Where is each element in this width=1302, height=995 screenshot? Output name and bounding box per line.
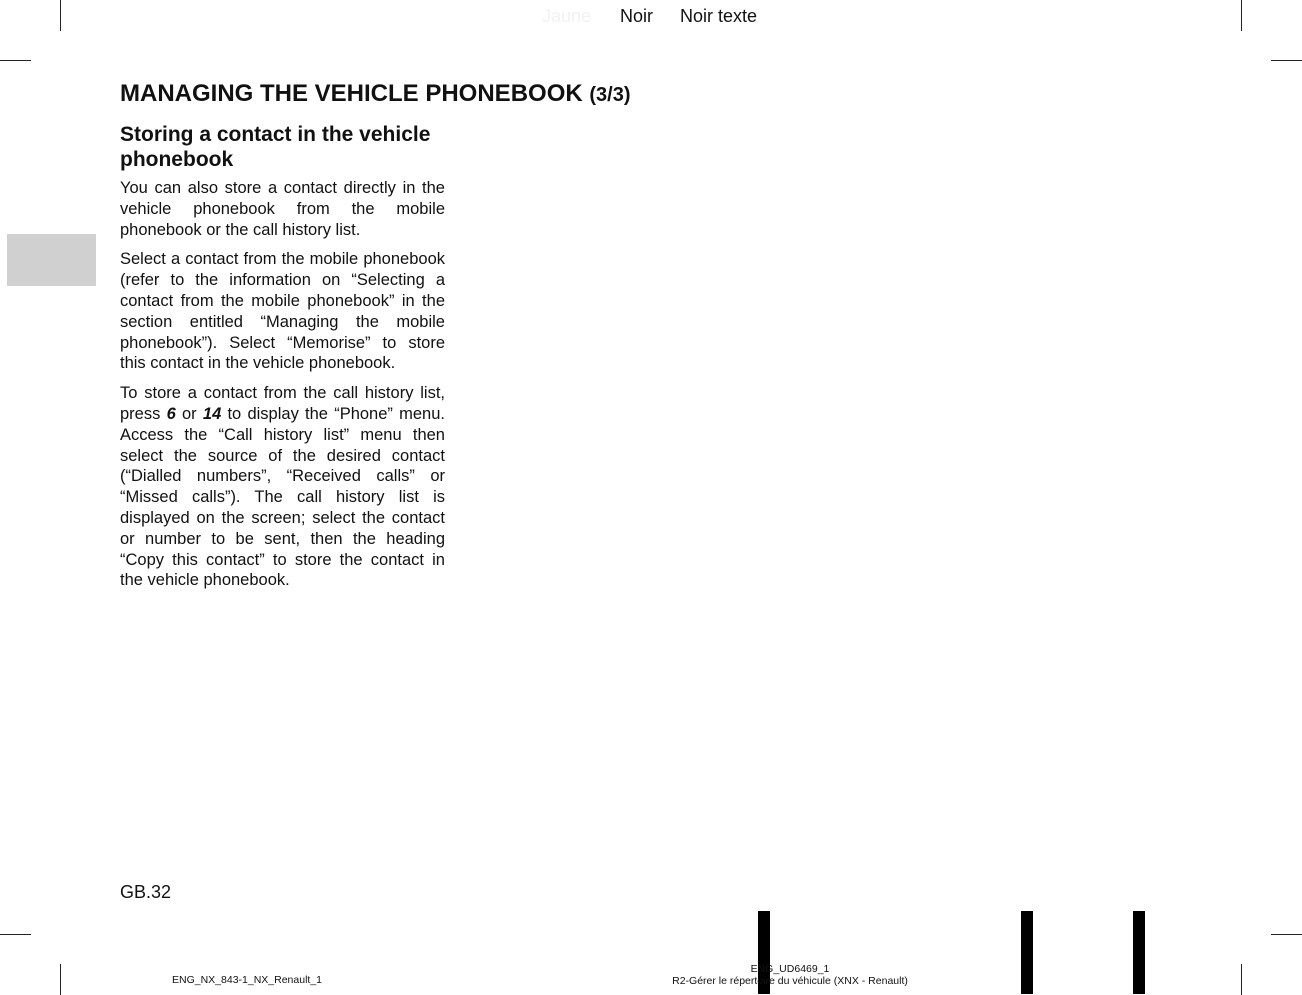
color-label-noir: Noir: [620, 6, 654, 26]
crop-mark-top-left-h: [0, 60, 31, 61]
page-number: GB.32: [120, 882, 172, 902]
footer-module-code: ENG_UD6469_1: [750, 963, 830, 975]
chapter-tab: [7, 234, 96, 286]
registration-bar-3: [1133, 911, 1145, 994]
crop-mark-bottom-left: [60, 964, 61, 995]
text-column: [120, 122, 445, 600]
key-14: 14: [202, 404, 222, 423]
paragraph-call-history-a: To store a contact from the call history list, press: [120, 384, 445, 423]
registration-bar-2: [1021, 911, 1033, 994]
paragraph-call-history-b: or: [175, 404, 203, 423]
paragraph-intro: You can also store a contact directly in the vehicle phonebook from the mobile phonebook or the call history list.: [120, 179, 445, 239]
page-title: [120, 80, 630, 108]
crop-mark-top-left: [60, 0, 61, 31]
crop-mark-top-right: [1241, 0, 1242, 31]
key-6: 6: [166, 404, 176, 423]
color-label-jaune: Jaune: [542, 6, 592, 26]
paragraph-select-contact: Select a contact from the mobile phonebook (refer to the information on “Selecting a contact from the mobile phonebook” in the section entitled “Managing the mobile phonebook”). Select “Memorise” to store this contact in the vehicle phonebook.: [120, 250, 445, 373]
footer-document-code: ENG_NX_843-1_NX_Renault_1: [172, 974, 323, 986]
section-title: Storing a contact in the vehicle phonebook: [120, 123, 431, 171]
crop-mark-top-right-h: [1271, 60, 1302, 61]
crop-mark-bottom-right: [1241, 964, 1242, 995]
crop-mark-bottom-right-h: [1271, 934, 1302, 935]
page-title-main: MANAGING THE VEHICLE PHONEBOOK: [120, 80, 590, 107]
footer-module-info: [620, 963, 960, 987]
color-label-noir-texte: Noir texte: [680, 6, 758, 26]
page-title-part: (3/3): [589, 84, 631, 106]
paragraph-call-history: [120, 383, 445, 591]
paragraph-call-history-c: to display the “Phone” menu. Access the “Call history list” menu then select the source of the desired contact (“Dialled numbers”, “Received calls” or “Missed calls”). The call history list is displayed on the screen; select the contact or number to be sent, then the heading “Copy this contact” to store the contact in the vehicle phonebook.: [120, 404, 445, 590]
footer-module-description: R2-Gérer le répertoire du véhicule (XNX - Renault): [672, 975, 908, 987]
crop-mark-bottom-left-h: [0, 934, 31, 935]
